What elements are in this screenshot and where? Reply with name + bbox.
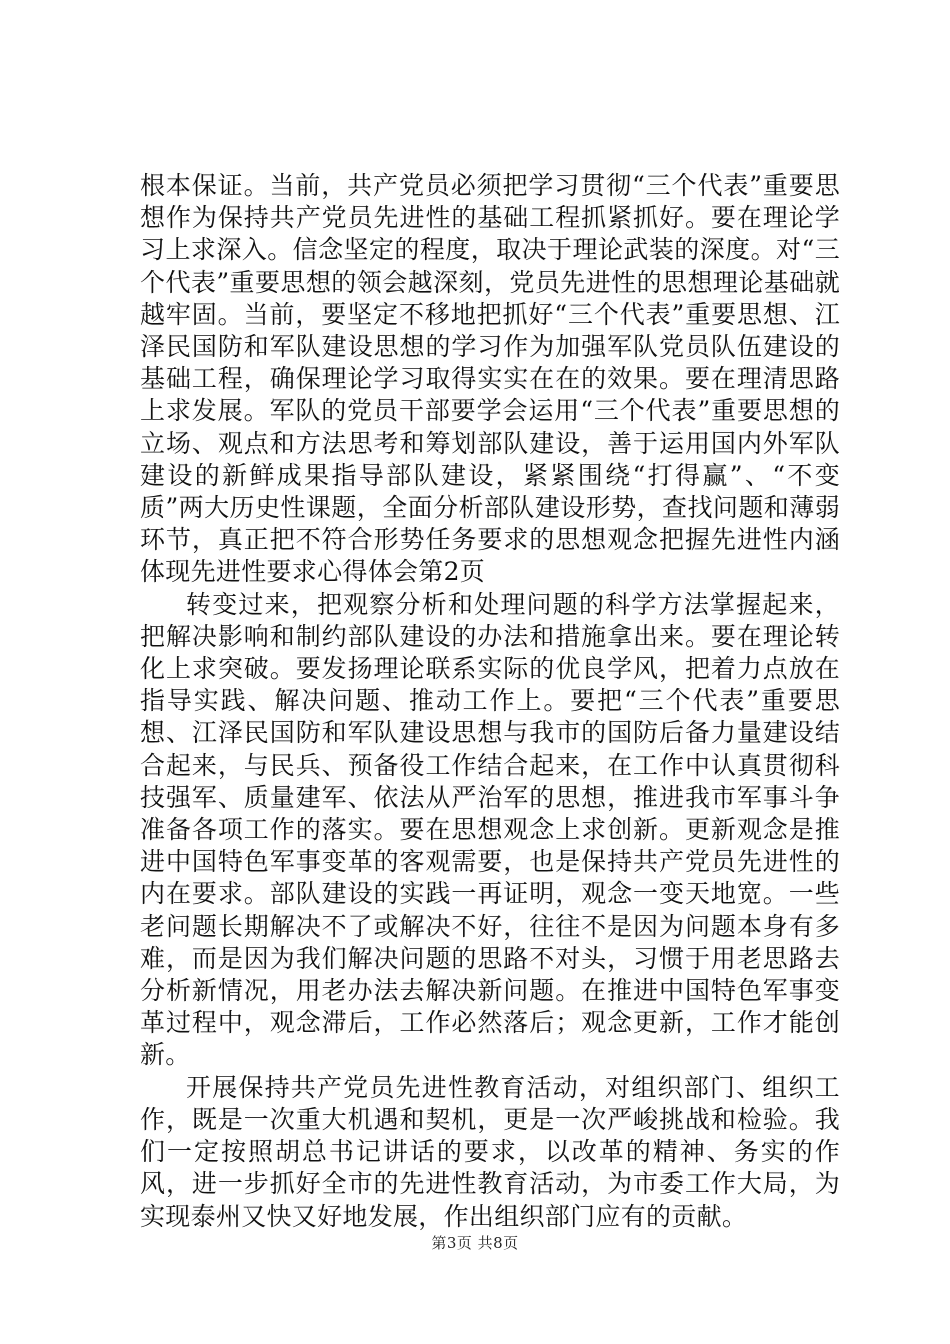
page-footer: 第3页 共8页: [431, 1234, 519, 1252]
paragraph-3: 开展保持共产党员先进性教育活动，对组织部门、组织工作，既是一次重大机遇和契机，更是一次严峻挑战和检验。我们一定按照胡总书记讲话的要求，以改革的精神、务实的作风，进一步抓好全市的先进性教育活动，为市委工作大局，为实现泰州又快又好地发展，作出组织部门应有的贡献。: [140, 1072, 840, 1231]
document-body: [140, 170, 840, 1233]
paragraph-2: 转变过来，把观察分析和处理问题的科学方法掌握起来，把解决影响和制约部队建设的办法和措施拿出来。要在理论转化上求突破。要发扬理论联系实际的优良学风，把着力点放在指导实践、解决问题、推动工作上。要把“三个代表”重要思想、江泽民国防和军队建设思想与我市的国防后备力量建设结合起来，与民兵、预备役工作结合起来，在工作中认真贯彻科技强军、质量建军、依法从严治军的思想，推进我市军事斗争准备各项工作的落实。要在思想观念上求创新。更新观念是推进中国特色军事变革的客观需要，也是保持共产党员先进性的内在要求。部队建设的实践一再证明，观念一变天地宽。一些老问题长期解决不了或解决不好，往往不是因为问题本身有多难，而是因为我们解决问题的思路不对头，习惯于用老思路去分析新情况，用老办法去解决新问题。在推进中国特色军事变革过程中，观念滞后，工作必然落后；观念更新，工作才能创新。: [140, 589, 840, 1070]
paragraph-1: 根本保证。当前，共产党员必须把学习贯彻“三个代表”重要思想作为保持共产党员先进性的基础工程抓紧抓好。要在理论学习上求深入。信念坚定的程度，取决于理论武装的深度。对“三个代表”重要思想的领会越深刻，党员先进性的思想理论基础就越牢固。当前，要坚定不移地把抓好“三个代表”重要思想、江泽民国防和军队建设思想的学习作为加强军队党员队伍建设的基础工程，确保理论学习取得实实在在的效果。要在理清思路上求发展。军队的党员干部要学会运用“三个代表”重要思想的立场、观点和方法思考和筹划部队建设，善于运用国内外军队建设的新鲜成果指导部队建设，紧紧围绕“打得赢”、“不变质”两大历史性课题，全面分析部队建设形势，查找问题和薄弱环节，真正把不符合形势任务要求的思想观念把握先进性内涵体现先进性要求心得体会第2页: [140, 171, 840, 587]
